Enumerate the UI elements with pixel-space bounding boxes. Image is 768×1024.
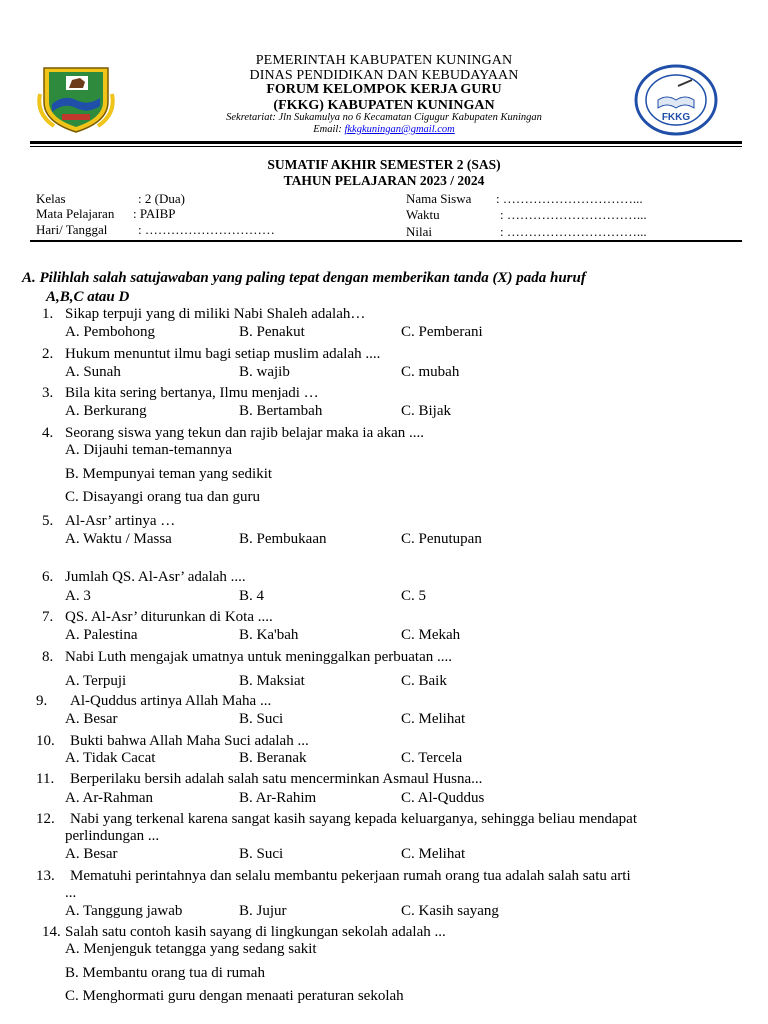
option-c[interactable]: C. Melihat <box>401 711 466 727</box>
option-a[interactable]: A. Ar-Rahman <box>65 790 154 806</box>
question-text: Nabi yang terkenal karena sangat kasih sayang kepada keluarganya, sehingga beliau mendapat <box>70 811 637 827</box>
letterhead-line-2: DINAS PENDIDIKAN DAN KEBUDAYAAN <box>249 68 519 83</box>
option-c[interactable]: C. Al-Quddus <box>401 790 485 806</box>
mapel-value: : PAIBP <box>133 206 176 221</box>
question-number: 13. <box>36 868 55 884</box>
option-a[interactable]: A. Terpuji <box>65 673 127 689</box>
question-text: Nabi Luth mengajak umatnya untuk meninggalkan perbuatan .... <box>65 649 452 665</box>
instruction-line-2: A,B,C atau D <box>46 289 130 305</box>
option-a[interactable]: A. Sunah <box>65 364 121 380</box>
question-number: 5. <box>42 513 54 529</box>
exam-year: TAHUN PELAJARAN 2023 / 2024 <box>283 173 485 188</box>
question-number: 2. <box>42 346 54 362</box>
option-a[interactable]: A. Palestina <box>65 627 138 643</box>
option-b[interactable]: B. Pembukaan <box>239 531 327 547</box>
option-b[interactable]: B. Beranak <box>239 750 307 766</box>
hari-value[interactable]: : ………………………… <box>138 222 275 237</box>
question-text: Bukti bahwa Allah Maha Suci adalah ... <box>70 733 309 749</box>
question-text: QS. Al-Asr’ diturunkan di Kota .... <box>65 609 273 625</box>
question-text-continued: perlindungan ... <box>65 828 160 844</box>
instruction-line-1: A. Pilihlah salah satujawaban yang paling tepat dengan memberikan tanda (X) pada huruf <box>22 270 586 286</box>
option-a[interactable]: A. Menjenguk tetangga yang sedang sakit <box>65 941 317 957</box>
exam-title: SUMATIF AKHIR SEMESTER 2 (SAS) <box>267 157 501 172</box>
letterhead-line-1: PEMERINTAH KABUPATEN KUNINGAN <box>255 53 513 68</box>
option-b[interactable]: B. Jujur <box>239 903 287 919</box>
letterhead-line-4: (FKKG) KABUPATEN KUNINGAN <box>273 98 495 113</box>
question-number: 7. <box>42 609 54 625</box>
kelas-label: Kelas <box>36 191 66 206</box>
question-text-continued: ... <box>65 885 77 901</box>
question-text: Hukum menuntut ilmu bagi setiap muslim adalah .... <box>65 346 381 362</box>
info-divider <box>30 240 742 242</box>
mapel-label: Mata Pelajaran <box>36 206 115 221</box>
option-c[interactable]: C. Disayangi orang tua dan guru <box>65 489 260 505</box>
question-text: Sikap terpuji yang di miliki Nabi Shaleh adalah… <box>65 306 366 322</box>
question-text: Jumlah QS. Al-Asr’ adalah .... <box>65 569 246 585</box>
option-a[interactable]: A. Pembohong <box>65 324 155 340</box>
option-a[interactable]: A. Berkurang <box>65 403 147 419</box>
question-number: 14. <box>42 924 61 940</box>
option-b[interactable]: B. 4 <box>239 588 265 604</box>
option-c[interactable]: C. Mekah <box>401 627 461 643</box>
option-c[interactable]: C. Baik <box>401 673 447 689</box>
option-c[interactable]: C. Pemberani <box>401 324 483 340</box>
option-b[interactable]: B. Penakut <box>239 324 305 340</box>
nama-label: Nama Siswa <box>406 191 472 206</box>
option-c[interactable]: C. Bijak <box>401 403 452 419</box>
nilai-value[interactable]: : …………………………... <box>500 224 647 239</box>
letterhead-line-3: FORUM KELOMPOK KERJA GURU <box>266 82 502 97</box>
question-number: 9. <box>36 693 48 709</box>
nama-value[interactable]: : …………………………... <box>496 191 643 206</box>
fkkg-logo-text: FKKG <box>661 112 691 123</box>
question-number: 3. <box>42 385 54 401</box>
question-number: 6. <box>42 569 54 585</box>
nilai-label: Nilai <box>406 224 432 239</box>
option-c[interactable]: C. Tercela <box>401 750 463 766</box>
option-c[interactable]: C. Melihat <box>401 846 466 862</box>
question-text: Bila kita sering bertanya, Ilmu menjadi … <box>65 385 319 401</box>
letterhead-email-row <box>0 124 768 135</box>
question-text: Salah satu contoh kasih sayang di lingkungan sekolah adalah ... <box>65 924 446 940</box>
option-a[interactable]: A. Besar <box>65 711 118 727</box>
question-text: Mematuhi perintahnya dan selalu membantu pekerjaan rumah orang tua adalah salah satu arti <box>70 868 631 884</box>
option-b[interactable]: B. Bertambah <box>239 403 323 419</box>
email-link[interactable]: fkkgkuningan@gmail.com <box>344 124 455 135</box>
option-a[interactable]: A. 3 <box>65 588 91 604</box>
letterhead-divider-thick <box>30 141 742 144</box>
question-text: Berperilaku bersih adalah salah satu mencerminkan Asmaul Husna... <box>70 771 483 787</box>
letterhead-address: Sekretariat: Jln Sukamulya no 6 Kecamatan Cigugur Kabupaten Kuningan <box>226 112 542 123</box>
option-c[interactable]: C. mubah <box>401 364 460 380</box>
option-a[interactable]: A. Waktu / Massa <box>65 531 172 547</box>
letterhead-divider-thin <box>30 146 742 147</box>
option-a[interactable]: A. Dijauhi teman-temannya <box>65 442 233 458</box>
option-b[interactable]: B. Maksiat <box>239 673 305 689</box>
option-b[interactable]: B. Ar-Rahim <box>239 790 317 806</box>
question-number: 4. <box>42 425 54 441</box>
question-text: Seorang siswa yang tekun dan rajib belajar maka ia akan .... <box>65 425 425 441</box>
option-a[interactable]: A. Tanggung jawab <box>65 903 183 919</box>
option-c[interactable]: C. Kasih sayang <box>401 903 499 919</box>
question-number: 11. <box>36 771 55 787</box>
option-b[interactable]: B. Suci <box>239 846 284 862</box>
waktu-label: Waktu <box>406 207 440 222</box>
option-b[interactable]: B. Mempunyai teman yang sedikit <box>65 466 273 482</box>
option-b[interactable]: B. Membantu orang tua di rumah <box>65 965 265 981</box>
option-b[interactable]: B. Suci <box>239 711 284 727</box>
question-text: Al-Quddus artinya Allah Maha ... <box>70 693 272 709</box>
waktu-value[interactable]: : …………………………... <box>500 207 647 222</box>
question-number: 10. <box>36 733 55 749</box>
hari-label: Hari/ Tanggal <box>36 222 108 237</box>
question-number: 1. <box>42 306 54 322</box>
question-number: 8. <box>42 649 54 665</box>
option-b[interactable]: B. wajib <box>239 364 290 380</box>
option-c[interactable]: C. Penutupan <box>401 531 482 547</box>
email-label: Email: <box>313 124 345 135</box>
question-number: 12. <box>36 811 55 827</box>
option-a[interactable]: A. Tidak Cacat <box>65 750 156 766</box>
option-c[interactable]: C. 5 <box>401 588 427 604</box>
option-c[interactable]: C. Menghormati guru dengan menaati peraturan sekolah <box>65 988 404 1004</box>
question-text: Al-Asr’ artinya … <box>65 513 176 529</box>
option-a[interactable]: A. Besar <box>65 846 118 862</box>
option-b[interactable]: B. Ka'bah <box>239 627 299 643</box>
kelas-value: : 2 (Dua) <box>138 191 185 206</box>
